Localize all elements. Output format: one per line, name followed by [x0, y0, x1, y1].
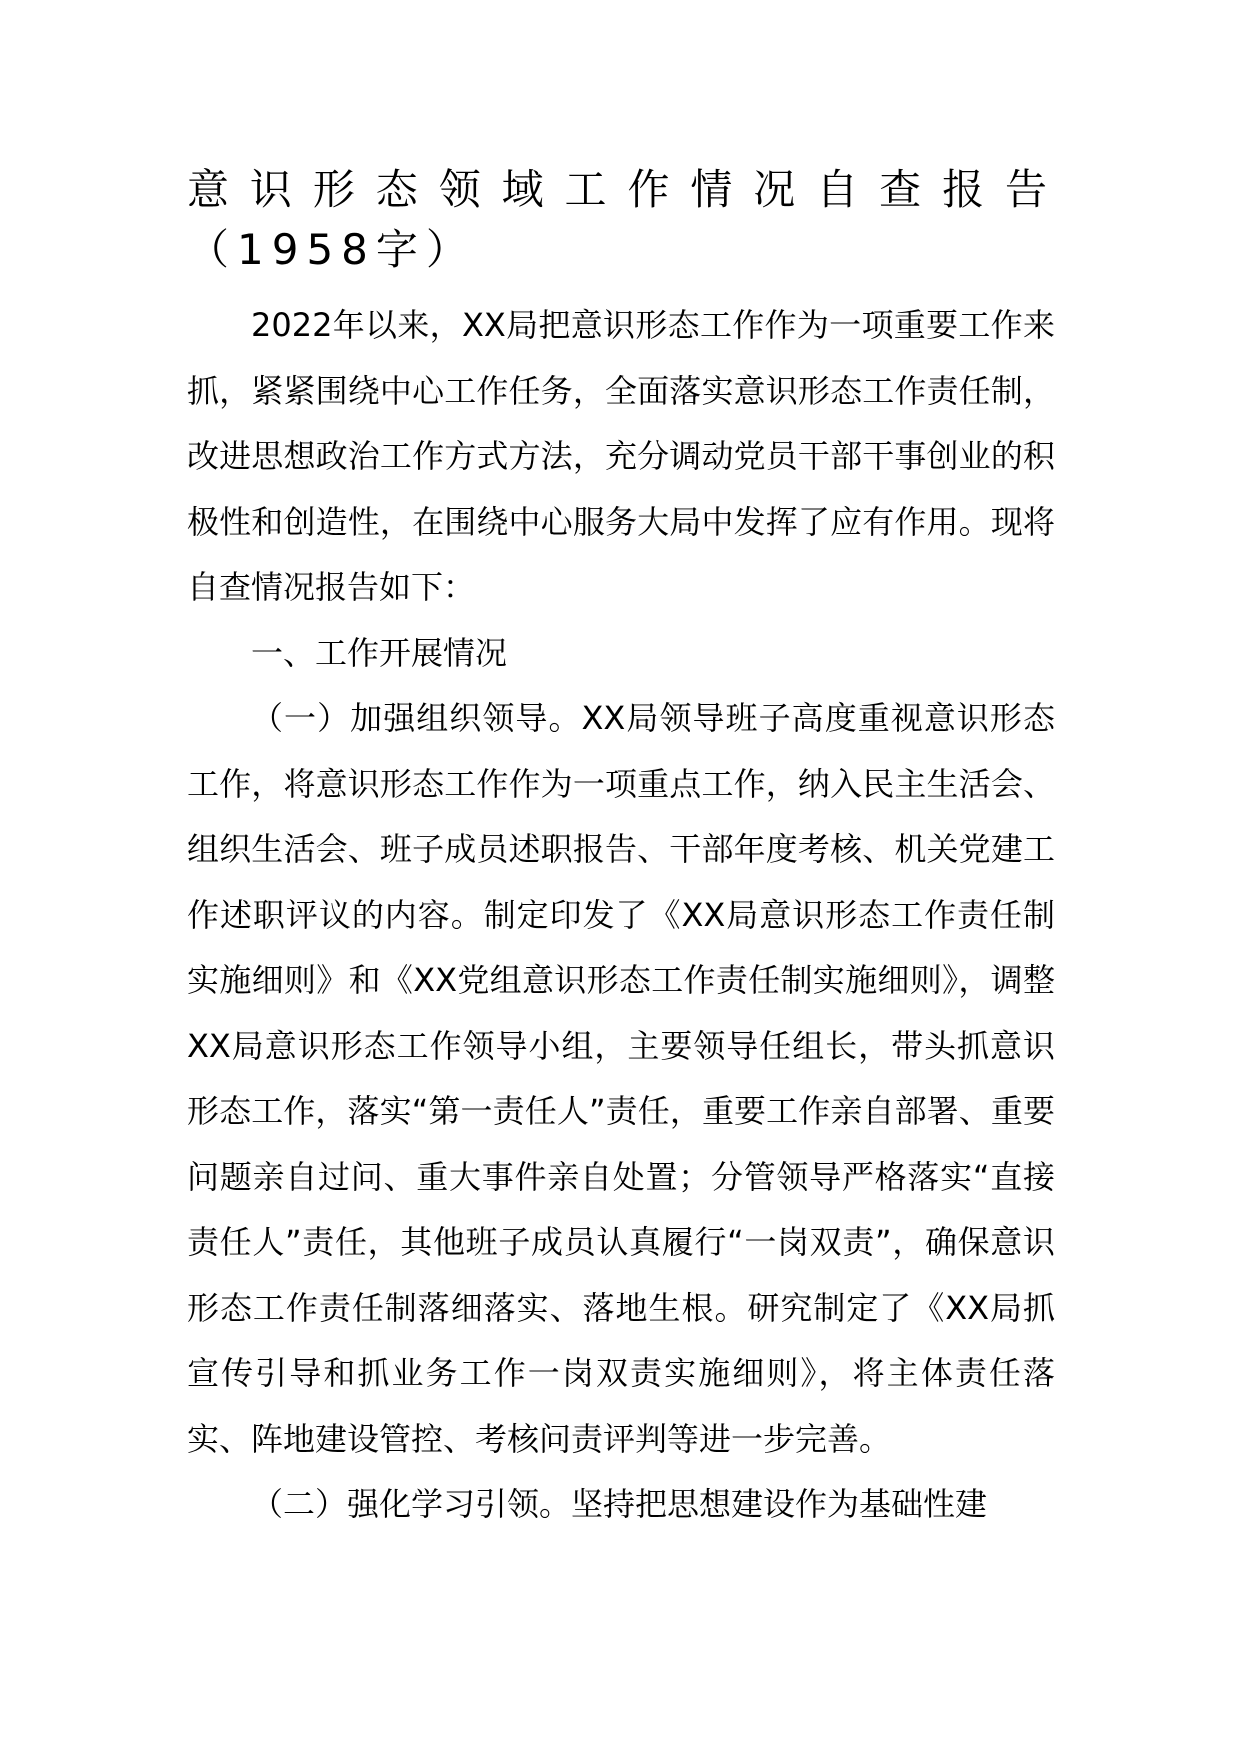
subsection-paragraph-2: （二）强化学习引领。坚持把思想建设作为基础性建 [251, 1485, 988, 1523]
section-heading: 一、工作开展情况 [251, 633, 508, 672]
intro-paragraph: 2022年以来，XX局把意识形态工作作为一项重要工作来抓，紧紧围绕中心工作任务，全面落实意识形态工作责任制，改进思想政治工作方式方法，充分调动党员干部干事创业的积极性和创造性，在围绕中心服务大局中发挥了应有作用。现将自查情况报告如下： [187, 306, 1055, 606]
document-title: 意识形态领域工作情况自查报告（1958字） [187, 165, 1055, 274]
document-page [187, 160, 1055, 1538]
subsection-paragraph-1: （一）加强组织领导。XX局领导班子高度重视意识形态工作，将意识形态工作作为一项重点工作，纳入民主生活会、组织生活会、班子成员述职报告、干部年度考核、机关党建工作述职评议的内容。制定印发了《XX局意识形态工作责任制实施细则》和《XX党组意识形态工作责任制实施细则》，调整XX局意识形态工作领导小组，主要领导任组长，带头抓意识形态工作，落实“第一责任人”责任，重要工作亲自部署、重要问题亲自过问、重大事件亲自处置；分管领导严格落实“直接责任人”责任，其他班子成员认真履行“一岗双责”，确保意识形态工作责任制落细落实、落地生根。研究制定了《XX局抓宣传引导和抓业务工作一岗双责实施细则》，将主体责任落实、阵地建设管控、考核问责评判等进一步完善。 [187, 699, 1055, 1458]
